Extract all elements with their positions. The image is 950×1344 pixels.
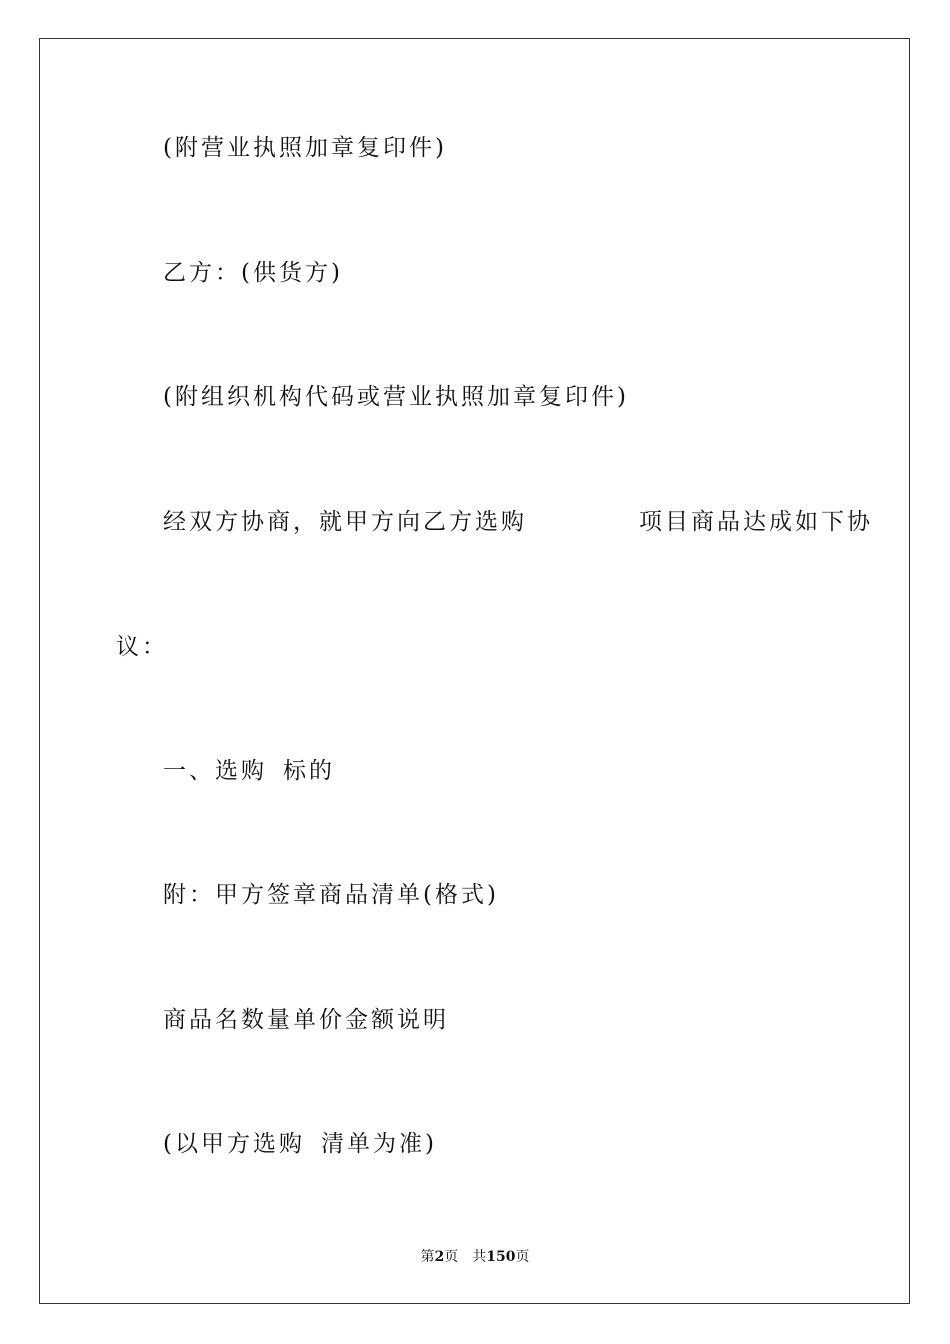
doc-line-agreement-intro (163, 508, 873, 536)
section-one-after: 标的 (283, 758, 335, 784)
doc-line-attachment-license: (附营业执照加章复印件) (163, 135, 447, 161)
agreement-intro-before: 经双方协商，就甲方向乙方选购 (163, 509, 527, 535)
list-basis-after: 清单为准) (320, 1131, 437, 1157)
doc-line-goods-columns: 商品名数量单价金额说明 (163, 1007, 449, 1033)
list-basis-before: (以甲方选购 (163, 1131, 305, 1157)
page-total: 150 (486, 1249, 516, 1265)
section-one-before: 一、选购 (163, 758, 267, 784)
page-frame (39, 38, 910, 1304)
page-prefix: 第 (420, 1249, 435, 1265)
page-footer (0, 1248, 950, 1266)
doc-line-section-one-heading (163, 757, 335, 785)
total-prefix: 共 (472, 1249, 487, 1265)
doc-line-party-b: 乙方：(供货方) (163, 260, 343, 286)
total-suffix: 页 (515, 1249, 530, 1265)
doc-line-goods-list-note: 附：甲方签章商品清单(格式) (163, 882, 499, 908)
page-suffix: 页 (444, 1249, 459, 1265)
doc-line-list-basis (163, 1130, 437, 1158)
doc-line-agreement-continuation: 议： (116, 634, 168, 660)
doc-line-attachment-org-code: (附组织机构代码或营业执照加章复印件) (163, 384, 629, 410)
agreement-intro-after: 项目商品达成如下协 (639, 509, 873, 535)
page-current: 2 (434, 1249, 445, 1265)
